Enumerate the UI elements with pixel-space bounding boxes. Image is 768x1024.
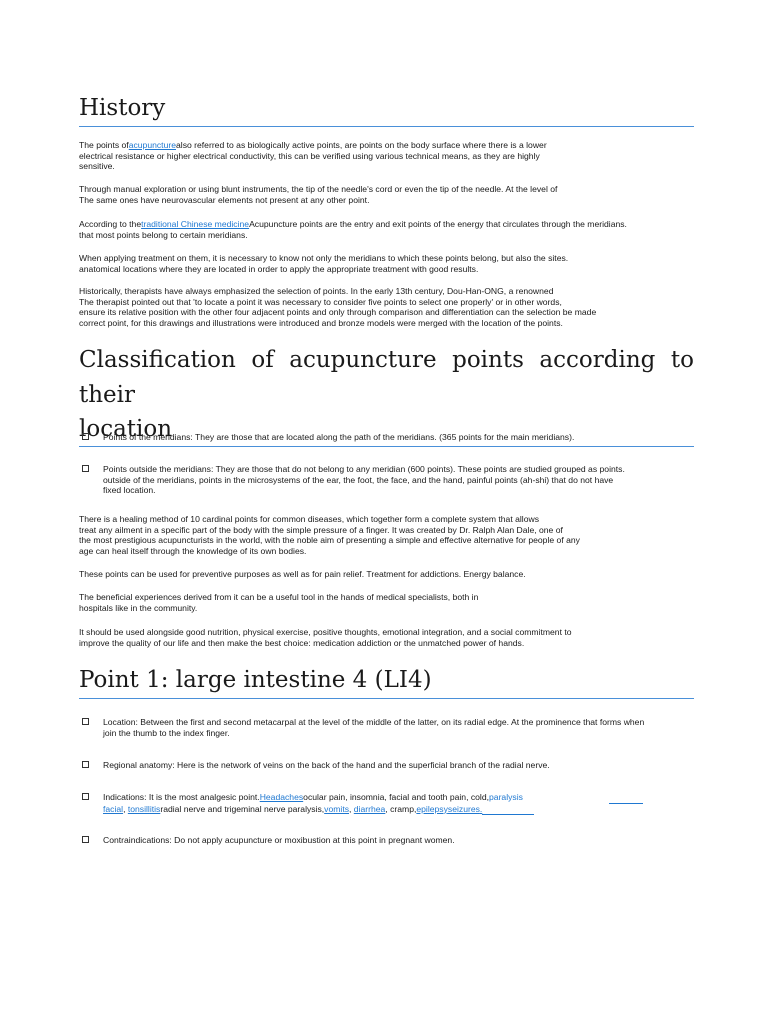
diarrhea-link[interactable]: diarrhea bbox=[353, 803, 386, 814]
history-paragraph-5 bbox=[79, 286, 694, 328]
text: also referred to as biologically active points, are points on the body surface where there is a lower bbox=[176, 140, 547, 150]
text: Historically, therapists have always emphasized the selection of points. In the early 13th century, Dou-Han-ONG, a renowned bbox=[79, 286, 554, 296]
classification-paragraph-3 bbox=[79, 592, 694, 613]
text: Points outside the meridians: They are those that do not belong to any meridian (600 points). These points are studied grouped as points. bbox=[103, 464, 625, 474]
history-paragraph-3 bbox=[79, 219, 694, 240]
text: radial nerve and trigeminal nerve paralysis, bbox=[160, 803, 325, 814]
epilepsy-link[interactable]: epilepsy bbox=[416, 803, 448, 814]
text: ensure its relative position with the other four adjacent points and only through comparison and differentiation can the selection be made bbox=[79, 307, 597, 318]
history-heading: History bbox=[79, 91, 694, 127]
text: , bbox=[123, 803, 128, 814]
text: There is a healing method of 10 cardinal points for common diseases, which together form a complete system that allows bbox=[79, 514, 539, 524]
text: the most prestigious acupuncturists in the world, with the noble aim of presenting a simple and effective alternative for people of any bbox=[79, 535, 580, 546]
text: Through manual exploration or using blunt instruments, the tip of the needle's cord or even the tip of the needle. At the level of bbox=[79, 184, 558, 194]
text-block bbox=[103, 792, 695, 815]
classification-paragraph-4 bbox=[79, 627, 694, 648]
text: improve the quality of our life and then make the best choice: medication addiction or the unmatched power of hands. bbox=[79, 637, 525, 648]
text: electrical resistance or higher electrical conductivity, this can be verified using various technical means, as they are highly bbox=[79, 150, 540, 161]
text-block bbox=[103, 464, 695, 496]
text: . bbox=[479, 803, 483, 814]
text: treat any ailment in a specific part of the body with the simple pressure of a finger. It was created by Dr. Ralph Alan Dale, one of bbox=[79, 524, 563, 535]
underline-trail bbox=[609, 792, 643, 804]
paralysis-link[interactable]: paralysis bbox=[489, 792, 523, 802]
text: that most points belong to certain meridians. bbox=[79, 229, 248, 240]
text-block bbox=[103, 717, 695, 738]
headaches-link[interactable]: Headaches bbox=[259, 792, 304, 802]
history-paragraph-2 bbox=[79, 184, 694, 205]
bullet-box-icon bbox=[82, 793, 89, 800]
bullet-box-icon bbox=[82, 718, 89, 725]
text: Acupuncture points are the entry and exit points of the energy that circulates through the meridians. bbox=[249, 219, 627, 229]
text: Regional anatomy: Here is the network of veins on the back of the hand and the superficial branch of the radial nerve. bbox=[103, 760, 550, 770]
text: correct point, for this drawings and illustrations were introduced and bronze models were merged with the location of the points. bbox=[79, 317, 563, 328]
history-paragraph-1 bbox=[79, 140, 694, 172]
text: Contraindications: Do not apply acupuncture or moxibustion at this point in pregnant women. bbox=[103, 835, 455, 845]
text: anatomical locations where they are located in order to apply the appropriate treatment with good results. bbox=[79, 263, 479, 274]
heading-line: Classification of acupuncture points according to their bbox=[79, 347, 694, 408]
text: sensitive. bbox=[79, 161, 115, 172]
facial-link[interactable]: facial bbox=[103, 803, 124, 814]
text: join the thumb to the index finger. bbox=[103, 727, 230, 738]
bullet-box-icon bbox=[82, 465, 89, 472]
seizures-link[interactable]: seizures bbox=[447, 803, 480, 814]
underline-trail bbox=[479, 803, 534, 816]
text: The points of bbox=[79, 140, 129, 150]
text: These points can be used for preventive purposes as well as for pain relief. Treatment for addictions. Energy balance. bbox=[79, 569, 526, 579]
acupuncture-link[interactable]: acupuncture bbox=[128, 140, 176, 150]
text: age can heal itself through the knowledge of its own bodies. bbox=[79, 545, 307, 556]
text: hospitals like in the community. bbox=[79, 602, 198, 613]
text: According to the bbox=[79, 219, 142, 229]
history-paragraph-4 bbox=[79, 253, 694, 274]
text: It should be used alongside good nutrition, physical exercise, positive thoughts, emotional integration, and a social commitment to bbox=[79, 627, 572, 637]
tonsillitis-link[interactable]: tonsillitis bbox=[127, 803, 161, 814]
bullet-box-icon bbox=[82, 761, 89, 768]
text: The therapist pointed out that 'to locate a point it was necessary to consider five points to select one properly' or in other words, bbox=[79, 296, 562, 307]
text: Location: Between the first and second metacarpal at the level of the middle of the latter, on its radial edge. At the prominence that forms when bbox=[103, 717, 645, 727]
text: The beneficial experiences derived from it can be a useful tool in the hands of medical specialists, both in bbox=[79, 592, 479, 602]
text: fixed location. bbox=[103, 485, 156, 496]
classification-paragraph-2 bbox=[79, 569, 694, 580]
text: When applying treatment on them, it is necessary to know not only the meridians to which these points belong, but also the sites. bbox=[79, 253, 569, 263]
text: , cramp, bbox=[385, 803, 417, 814]
text: outside of the meridians, points in the microsystems of the ear, the foot, the face, and the hand, painful points (ah-shi) that do not have bbox=[103, 474, 614, 485]
point1-heading: Point 1: large intestine 4 (LI4) bbox=[79, 663, 694, 699]
bullet-box-icon bbox=[82, 433, 89, 440]
classification-paragraph-1 bbox=[79, 514, 694, 556]
text: ocular pain, insomnia, facial and tooth pain, cold, bbox=[303, 792, 490, 802]
heading-line: location bbox=[79, 416, 173, 442]
text: Indications: It is the most analgesic point. bbox=[103, 792, 260, 802]
text: Points of the meridians: They are those that are located along the path of the meridians. (365 points for the main meridians). bbox=[103, 432, 575, 442]
traditional-chinese-medicine-link[interactable]: traditional Chinese medicine bbox=[141, 219, 250, 229]
vomits-link[interactable]: vomits bbox=[324, 803, 350, 814]
text: , bbox=[349, 803, 354, 814]
text: The same ones have neurovascular elements not present at any other point. bbox=[79, 194, 370, 205]
bullet-box-icon bbox=[82, 836, 89, 843]
